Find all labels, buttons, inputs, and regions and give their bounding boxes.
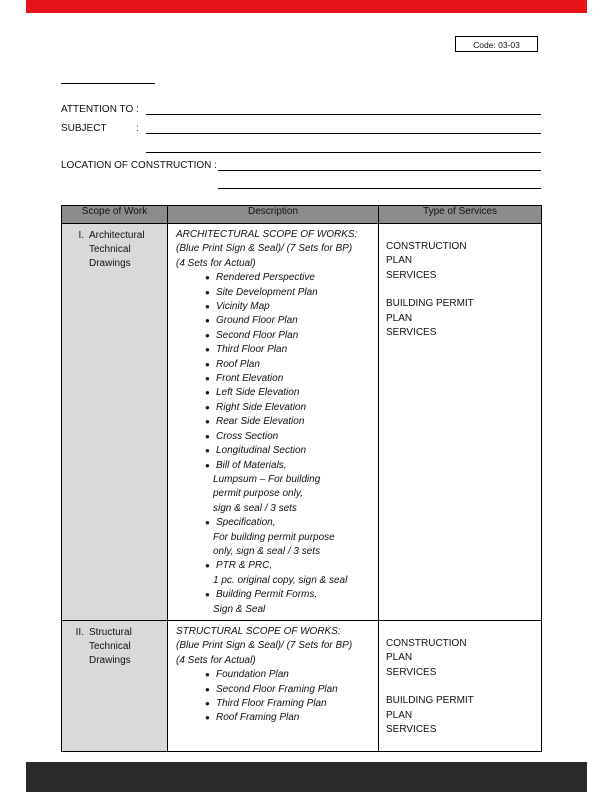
scope-number: II. — [75, 627, 84, 638]
list-item — [205, 271, 372, 285]
service-type: BUILDING PERMIT PLAN SERVICES — [386, 298, 474, 339]
list-item-detail: 1 pc. original copy, sign & seal — [213, 574, 348, 586]
list-item — [205, 329, 372, 343]
scope-subtitle: (4 Sets for Actual) — [176, 257, 256, 269]
bullet-icon: ● — [205, 460, 210, 470]
scope-subtitle: (Blue Print Sign & Seal)/ (7 Sets for BP) — [176, 243, 353, 255]
bullet-icon: ● — [205, 316, 210, 326]
bullet-icon: ● — [205, 417, 210, 427]
document-code: Code: 03-03 — [455, 36, 538, 52]
list-item — [205, 697, 372, 711]
bullet-icon: ● — [205, 402, 210, 412]
list-item-text: Third Floor Framing Plan — [216, 698, 327, 710]
location-label: LOCATION OF CONSTRUCTION : — [61, 160, 217, 171]
list-item-text: Front Elevation — [216, 373, 284, 385]
subject-colon: : — [136, 123, 139, 134]
bullet-icon: ● — [205, 446, 210, 456]
list-item — [205, 358, 372, 372]
list-item — [205, 314, 372, 328]
bottom-footer-bar — [26, 762, 587, 792]
list-item — [205, 386, 372, 400]
bullet-icon: ● — [205, 273, 210, 283]
scope-of-work-cell — [62, 224, 168, 621]
bullet-icon: ● — [205, 330, 210, 340]
list-item — [205, 401, 372, 415]
subject-line-2[interactable] — [146, 152, 541, 153]
list-item-text: Second Floor Plan — [216, 329, 299, 341]
list-item-text: Rear Side Elevation — [216, 416, 305, 428]
description-cell — [168, 621, 379, 752]
scope-subtitle: (4 Sets for Actual) — [176, 654, 256, 666]
list-item-text: Site Development Plan — [216, 286, 318, 298]
list-item — [205, 372, 372, 386]
subject-line[interactable] — [146, 133, 541, 134]
list-item-text: Longitudinal Section — [216, 445, 307, 457]
header-type-of-services: Type of Services — [379, 206, 542, 224]
list-item-detail: Lumpsum – For building — [213, 473, 321, 485]
list-item-text: Rendered Perspective — [216, 272, 315, 284]
location-line[interactable] — [218, 170, 541, 171]
location-line-2[interactable] — [218, 188, 541, 189]
attention-line[interactable] — [146, 114, 541, 115]
bullet-icon: ● — [205, 561, 210, 571]
bullet-icon: ● — [205, 518, 210, 528]
scope-title: ARCHITECTURAL SCOPE OF WORKS: — [176, 229, 358, 240]
header-description: Description — [168, 206, 379, 224]
bullet-icon: ● — [205, 388, 210, 398]
list-item-detail: For building permit purpose — [213, 531, 335, 543]
bullet-icon: ● — [205, 590, 210, 600]
attention-label: ATTENTION TO : — [61, 104, 139, 115]
bullet-icon: ● — [205, 302, 210, 312]
bullet-icon: ● — [205, 359, 210, 369]
scope-number: I. — [78, 230, 84, 241]
list-item-text: Vicinity Map — [216, 301, 270, 313]
service-type: BUILDING PERMIT PLAN SERVICES — [386, 695, 474, 736]
list-item-text: Left Side Elevation — [216, 387, 300, 399]
list-item — [205, 430, 372, 444]
list-item-text: PTR & PRC, — [216, 560, 273, 572]
service-type: CONSTRUCTION PLAN SERVICES — [386, 241, 467, 281]
list-item-text: Third Floor Plan — [216, 344, 288, 356]
list-item-text: Roof Plan — [216, 358, 260, 370]
list-item-text: Building Permit Forms, — [216, 589, 318, 601]
list-item-text: Specification, — [216, 517, 276, 529]
list-item — [205, 668, 372, 682]
bullet-icon: ● — [205, 699, 210, 709]
list-item-text: Roof Framing Plan — [216, 712, 300, 724]
list-item — [205, 459, 372, 517]
type-of-services-cell — [379, 621, 542, 752]
bullet-icon: ● — [205, 713, 210, 723]
list-item — [205, 415, 372, 429]
scope-table — [61, 205, 542, 752]
subject-label: SUBJECT — [61, 123, 107, 134]
bullet-icon: ● — [205, 431, 210, 441]
scope-of-work-cell — [62, 621, 168, 752]
bullet-icon: ● — [205, 345, 210, 355]
list-item — [205, 343, 372, 357]
type-of-services-cell — [379, 224, 542, 621]
list-item-text: Right Side Elevation — [216, 401, 307, 413]
list-item-text: Bill of Materials, — [216, 459, 287, 471]
list-item-detail: Sign & Seal — [213, 603, 266, 615]
list-item-text: Foundation Plan — [216, 669, 289, 681]
list-item — [205, 711, 372, 725]
list-item-text: Second Floor Framing Plan — [216, 683, 338, 695]
bullet-icon: ● — [205, 374, 210, 384]
list-item — [205, 683, 372, 697]
table-header-row — [62, 206, 542, 224]
description-cell — [168, 224, 379, 621]
list-item-text: Cross Section — [216, 430, 279, 442]
list-item — [205, 559, 372, 588]
list-item — [205, 286, 372, 300]
scope-label: Structural Technical Drawings — [89, 627, 132, 666]
list-item — [205, 588, 372, 617]
list-item — [205, 516, 372, 559]
table-row — [62, 224, 542, 621]
bullet-icon: ● — [205, 287, 210, 297]
bullet-icon: ● — [205, 670, 210, 680]
top-red-bar — [26, 0, 587, 13]
list-item-detail: only, sign & seal / 3 sets — [213, 545, 321, 557]
list-item-detail: sign & seal / 3 sets — [213, 502, 297, 514]
scope-subtitle: (Blue Print Sign & Seal)/ (7 Sets for BP) — [176, 640, 353, 652]
bullet-icon: ● — [205, 684, 210, 694]
table-row — [62, 621, 542, 752]
scope-title: STRUCTURAL SCOPE OF WORKS: — [176, 626, 341, 637]
service-type: CONSTRUCTION PLAN SERVICES — [386, 638, 467, 678]
list-item — [205, 444, 372, 458]
date-line — [61, 83, 155, 84]
list-item-text: Ground Floor Plan — [216, 315, 298, 327]
list-item-detail: permit purpose only, — [213, 488, 303, 500]
scope-label: Architectural Technical Drawings — [89, 230, 145, 269]
header-scope-of-work: Scope of Work — [62, 206, 168, 224]
list-item — [205, 300, 372, 314]
